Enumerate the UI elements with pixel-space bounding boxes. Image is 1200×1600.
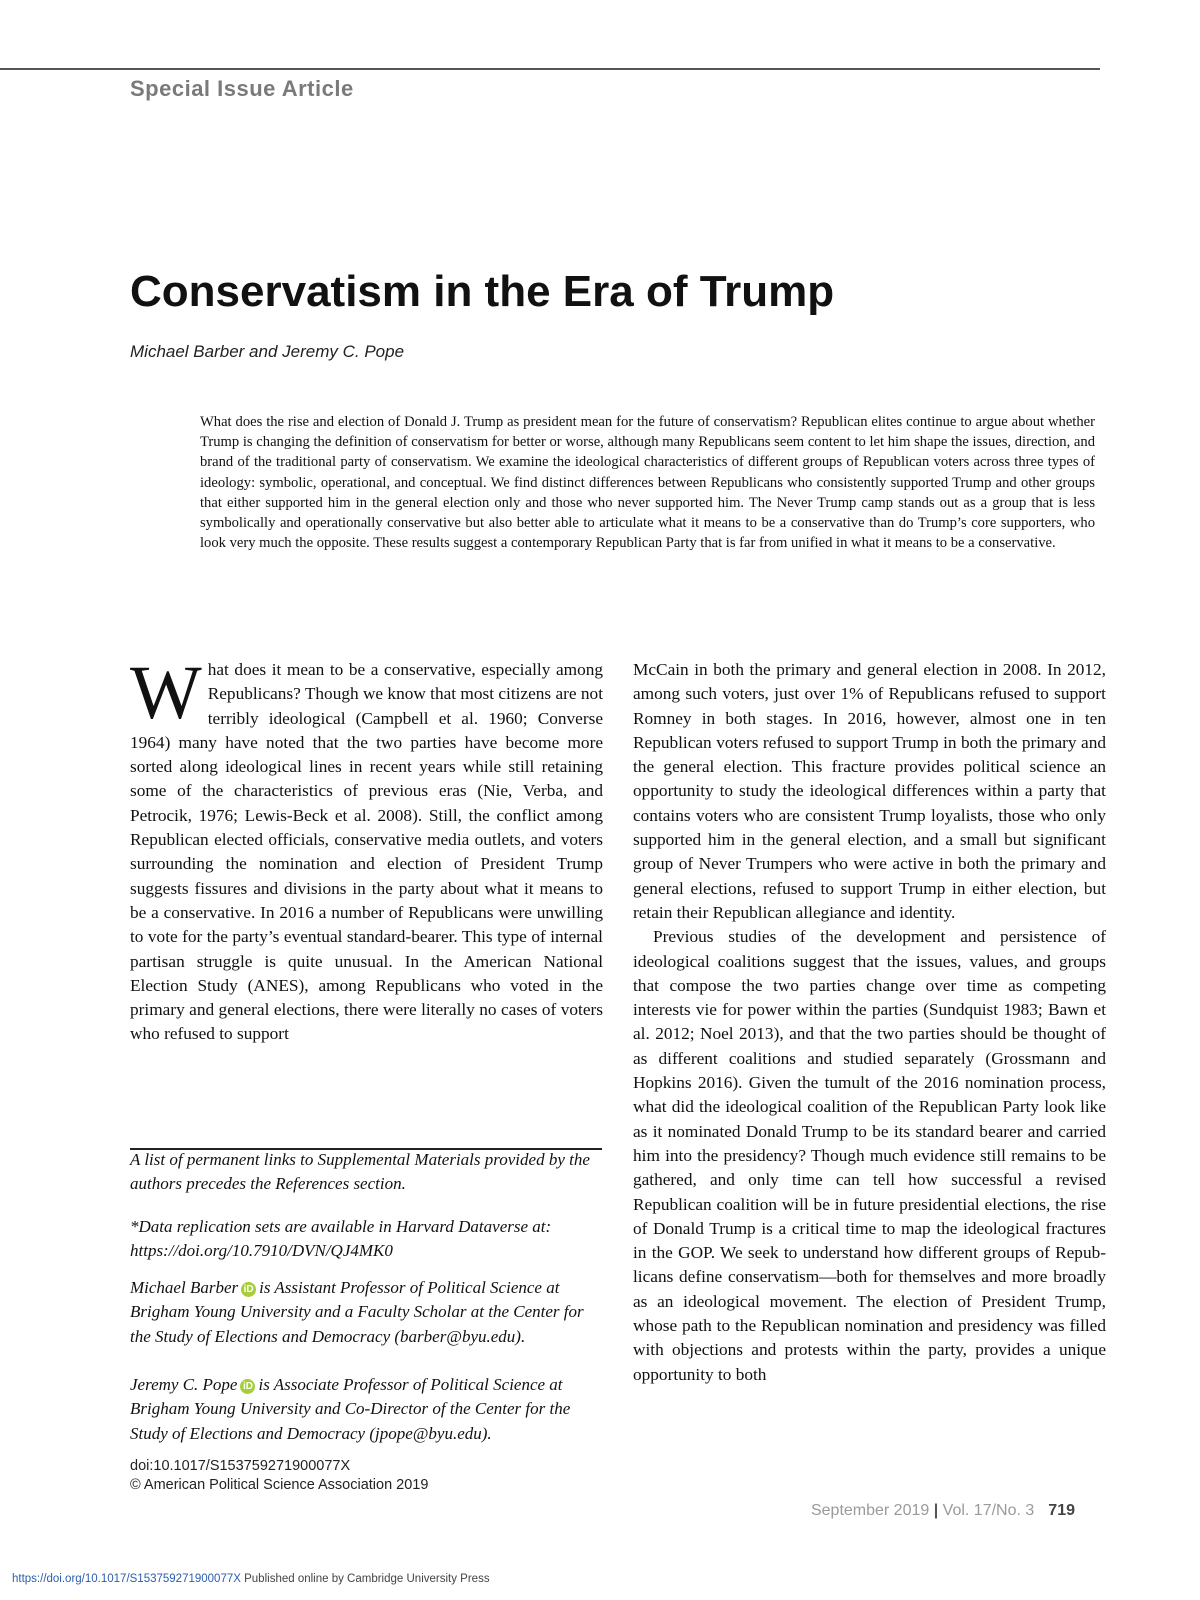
orcid-icon[interactable]: iD	[241, 1282, 256, 1297]
body-column-left	[130, 651, 603, 1047]
author-bio-pope	[130, 1373, 602, 1446]
author-name-barber: Michael Barber	[130, 1278, 239, 1297]
author-name-pope: Jeremy C. Pope	[130, 1375, 238, 1394]
orcid-icon[interactable]: iD	[240, 1379, 255, 1394]
issue-date: September 2019	[810, 1502, 930, 1519]
body-text-left: hat does it mean to be a conservative, especially among Republicans? Though we know that most citizens are not terribly ideological (Campbell et al. 1960; Converse 1964) many have noted that the two parties have become more sorted along ideological lines in recent years while still retaining some of the characteristics of previous eras (Nie, Verba, and Petrocik, 1976; Lewis-Beck et al. 2008). Still, the conflict among Republican elected officials, conservative media outlets, and voters surrounding the nomination and election of President Trump suggests fissures and divisions in the party about what it means to be a conservative. In 2016 a number of Republicans were unwilling to vote for the party’s eventual standard-bearer. This type of internal partisan struggle is quite unusual. In the American National Election Study (ANES), among Republicans who voted in the primary and general elections, there were literally no cases of voters who refused to support	[130, 660, 603, 1044]
published-note: Published online by Cambridge University Press	[240, 1573, 490, 1585]
body-column-right	[633, 658, 1106, 1387]
footnote-replication: *Data replication sets are available in Harvard Dataverse at: https://doi.org/10.7910/DVN/QJ4MK0	[130, 1217, 552, 1261]
body-paragraph-2: Previous studies of the development and persistence of ideological coalitions suggest that the issues, values, and groups that compose the two parties change over time as competing interests vie for power within the parties (Sundquist 1983; Bawn et al. 2012; Noel 2013), and that the two parties should be thought of as different coalitions and studied separately (Grossmann and Hopkins 2016). Given the tumult of the 2016 nomination process, what did the ideological coalition of the Republican Party look like as it nominated Donald Trump to be its standard bearer and carried him into the presidency? Though much evidence still remains to be gathered, and only time can tell how successful a revised Republican coalition will be in future presidential elections, the rise of Donald Trump is a critical time to map the ideological fractures in the GOP. We seek to understand how different groups of Republicans define conservatism—both for themselves and more broadly as an ideological movement. The election of President Trump, whose path to the Republican nomination and presidency was filled with objections and protests within the party, provides a unique opportunity to both	[633, 927, 1106, 1384]
article-type-label: Special Issue Article	[130, 76, 354, 101]
issue-volume: Vol. 17/No. 3	[942, 1502, 1035, 1519]
drop-cap: W	[130, 651, 202, 735]
doi-link[interactable]: https://doi.org/10.1017/S153759271900077X	[12, 1573, 241, 1585]
author-bio-barber-text: is Assistant Professor of Political Science at Brigham Young University and a Faculty Scholar at the Center for the Study of Elections and Democracy (barber@byu.edu).	[130, 1278, 584, 1346]
author-bio-barber	[130, 1276, 602, 1349]
issue-info	[811, 1502, 1075, 1520]
published-online-line	[12, 1573, 490, 1585]
article-title: Conservatism in the Era of Trump	[130, 267, 835, 316]
author-bio-pope-text: is Associate Professor of Political Science at Brigham Young University and Co-Director of the Center for the Study of Elections and Democracy (jpope@byu.edu).	[130, 1375, 571, 1443]
page-number: 719	[1048, 1502, 1075, 1519]
abstract: What does the rise and election of Donald J. Trump as president mean for the future of conservatism? Republican elites continue to argue about whether Trump is changing the definition of conservatism for better or worse, although many Republicans seem content to let him shape the issues, direction, and brand of the traditional party of conservatism. We examine the ideological characteristics of different groups of Republican voters across three types of ideology: symbolic, operational, and conceptual. We find distinct differences between Republicans who consistently supported Trump and other groups that either supported him in the general election only and those who never supported him. The Never Trump camp stands out as a group that is less symbolically and operationally conservative but also better able to articulate what it means to be a conservative than do Trump’s core supporters, who look very much the opposite. These results suggest a contemporary Republican Party that is far from unified in what it means to be a conservative.	[200, 414, 1095, 552]
issue-separator: |	[933, 1502, 939, 1519]
doi-line: doi:10.1017/S153759271900077X	[130, 1458, 351, 1474]
header-rule	[0, 68, 1100, 70]
copyright-line: © American Political Science Association 2019	[130, 1477, 429, 1493]
author-line: Michael Barber and Jeremy C. Pope	[130, 342, 405, 361]
body-paragraph-1: McCain in both the primary and general election in 2008. In 2012, among such voters, just over 1% of Republicans refused to support Romney in both stages. In 2016, however, almost one in ten Republican voters refused to support Trump in both the primary and the general election. This fracture provides political science an opportunity to study the ideological differences within a party that contains voters who are consistent Trump loyalists, those who only supported him in the general election, and a small but significant group of Never Trumpers who were active in both the primary and general elections, refused to support Trump in either election, but retain their Republican allegiance and identity.	[633, 660, 1106, 922]
footnote-supplemental: A list of permanent links to Supplemental Materials provided by the authors precedes the References section.	[130, 1150, 590, 1194]
